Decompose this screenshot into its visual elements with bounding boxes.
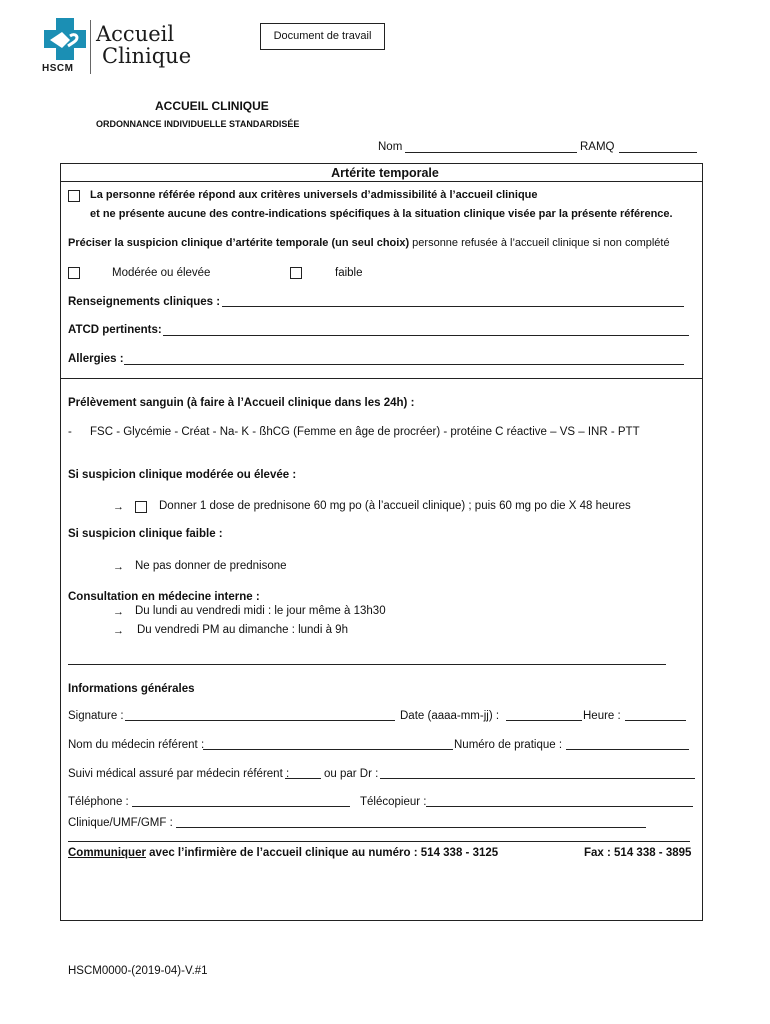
criteria-line2: et ne présente aucune des contre-indications spécifiques à la situation clinique visée par la présente référence. bbox=[90, 208, 673, 220]
consult-weekday: Du lundi au vendredi midi : le jour même à 13h30 bbox=[135, 605, 386, 617]
work-document-box: Document de travail bbox=[260, 23, 385, 50]
signature-label: Signature : bbox=[68, 710, 124, 722]
criteria-line1: La personne référée répond aux critères universels d’admissibilité à l’accueil clinique bbox=[90, 189, 538, 201]
logo-org: HSCM bbox=[42, 63, 74, 74]
general-heading: Informations générales bbox=[68, 683, 195, 695]
allergies-label: Allergies : bbox=[68, 353, 124, 365]
footer-code: HSCM0000-(2019-04)-V.#1 bbox=[68, 965, 208, 977]
weak-heading: Si suspicion clinique faible : bbox=[68, 528, 223, 540]
logo-word-clinique: Clinique bbox=[102, 44, 192, 68]
page-title: ACCUEIL CLINIQUE bbox=[155, 99, 269, 113]
heure-label: Heure : bbox=[583, 710, 621, 722]
suspicion-note: personne refusée à l’accueil clinique si non complété bbox=[412, 237, 670, 249]
ramq-input[interactable] bbox=[619, 152, 697, 153]
moderate-heading: Si suspicion clinique modérée ou élevée : bbox=[68, 469, 297, 481]
followup-doctor-input[interactable] bbox=[380, 778, 695, 779]
nom-label: Nom bbox=[378, 141, 403, 153]
arrow-icon: → bbox=[113, 561, 124, 573]
signature-input[interactable] bbox=[125, 720, 395, 721]
doctor-name-label: Nom du médecin référent : bbox=[68, 739, 205, 751]
page-subtitle: ORDONNANCE INDIVIDUELLE STANDARDISÉE bbox=[96, 119, 300, 129]
tests-bullet: - bbox=[68, 426, 72, 438]
tests-list: FSC - Glycémie - Créat - Na- K - ßhCG (Femme en âge de procréer) - protéine C réactive – VS – INR - PTT bbox=[90, 426, 640, 438]
prednisone-order: Donner 1 dose de prednisone 60 mg po (à l’accueil clinique) ; puis 60 mg po die X 48 heures bbox=[159, 500, 631, 512]
suspicion-row bbox=[68, 237, 670, 249]
atcd-input[interactable] bbox=[163, 335, 689, 336]
arrow-icon: → bbox=[113, 625, 124, 637]
ramq-label: RAMQ bbox=[580, 141, 615, 153]
hscm-cross-icon bbox=[40, 18, 90, 62]
communicate-text: avec l’infirmière de l’accueil clinique au numéro : 514 338 - 3125 bbox=[149, 847, 499, 859]
arrow-icon: → bbox=[113, 606, 124, 618]
atcd-label: ATCD pertinents: bbox=[68, 324, 162, 336]
moderate-checkbox[interactable] bbox=[68, 267, 80, 279]
section-divider bbox=[61, 378, 702, 379]
doctor-name-input[interactable] bbox=[203, 749, 453, 750]
suspicion-prompt: Préciser la suspicion clinique d’artérite temporale (un seul choix) bbox=[68, 237, 410, 249]
heure-input[interactable] bbox=[625, 720, 686, 721]
nom-input[interactable] bbox=[405, 152, 577, 153]
form-title: Artérite temporale bbox=[331, 166, 439, 180]
renseignements-input[interactable] bbox=[222, 306, 684, 307]
no-prednisone-text: Ne pas donner de prednisone bbox=[135, 560, 287, 572]
renseignements-label: Renseignements cliniques : bbox=[68, 296, 221, 308]
fax-contact: Fax : 514 338 - 3895 bbox=[584, 847, 692, 859]
logo-word-accueil: Accueil bbox=[96, 22, 175, 46]
section-rule bbox=[68, 664, 666, 665]
consult-heading: Consultation en médecine interne : bbox=[68, 591, 260, 603]
clinic-input[interactable] bbox=[176, 827, 646, 828]
practice-number-label: Numéro de pratique : bbox=[454, 739, 563, 751]
prelevement-heading: Prélèvement sanguin (à faire à l’Accueil clinique dans les 24h) : bbox=[68, 397, 415, 409]
phone-input[interactable] bbox=[132, 806, 350, 807]
phone-label: Téléphone : bbox=[68, 796, 129, 808]
moderate-label: Modérée ou élevée bbox=[112, 267, 211, 279]
prednisone-checkbox[interactable] bbox=[135, 501, 147, 513]
practice-number-input[interactable] bbox=[566, 749, 689, 750]
communicate-label: Communiquer bbox=[68, 847, 146, 859]
weak-checkbox[interactable] bbox=[290, 267, 302, 279]
or-by-label: ou par Dr : bbox=[324, 768, 379, 780]
consult-weekend: Du vendredi PM au dimanche : lundi à 9h bbox=[137, 624, 348, 636]
followup-input[interactable] bbox=[285, 778, 321, 779]
fax-input[interactable] bbox=[426, 806, 693, 807]
date-label: Date (aaaa-mm-jj) : bbox=[400, 710, 500, 722]
fax-field-label: Télécopieur : bbox=[360, 796, 427, 808]
arrow-icon: → bbox=[113, 501, 124, 513]
clinic-label: Clinique/UMF/GMF : bbox=[68, 817, 173, 829]
communicate-row bbox=[68, 847, 498, 859]
criteria-checkbox[interactable] bbox=[68, 190, 80, 202]
logo-divider bbox=[90, 20, 91, 74]
hscm-logo bbox=[38, 16, 192, 78]
followup-label: Suivi médical assuré par médecin référent : bbox=[68, 768, 290, 780]
weak-label: faible bbox=[335, 267, 363, 279]
date-input[interactable] bbox=[506, 720, 582, 721]
allergies-input[interactable] bbox=[124, 364, 684, 365]
section-rule bbox=[68, 841, 690, 842]
